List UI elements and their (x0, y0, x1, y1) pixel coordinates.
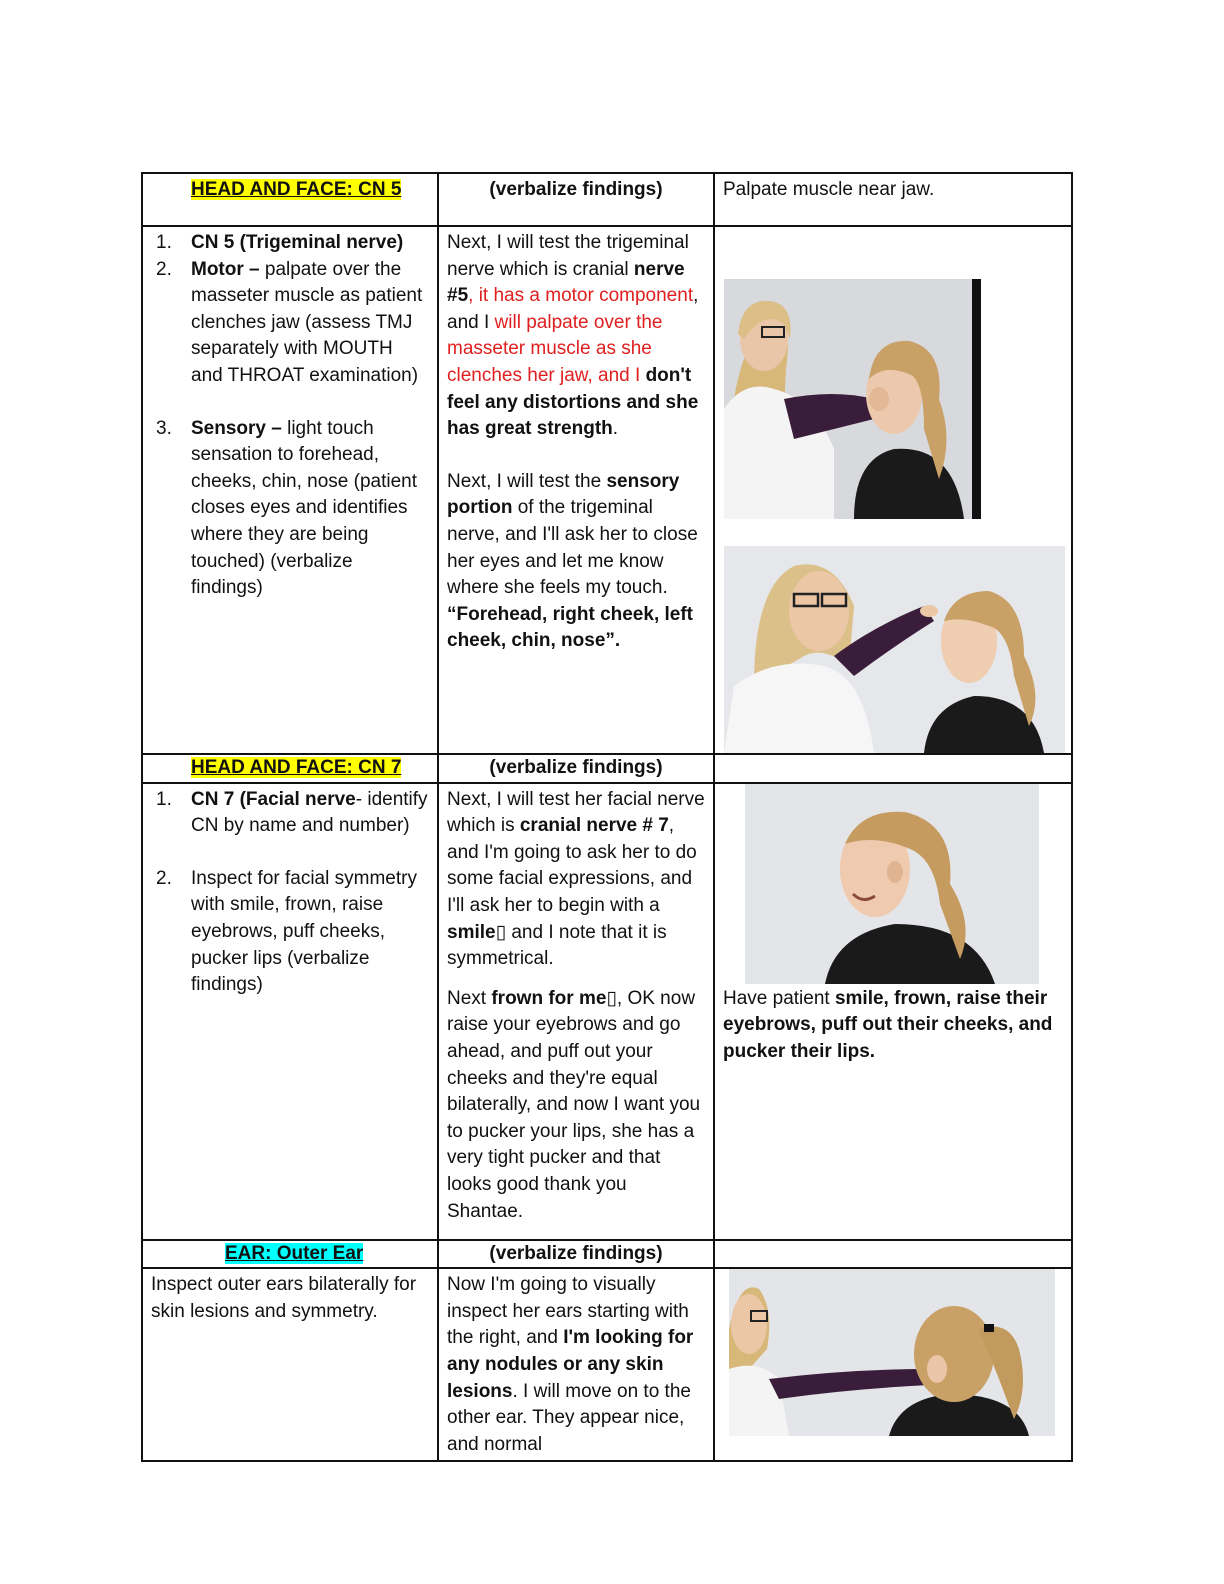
photo-ear-inspection (729, 1269, 1055, 1436)
list-item: 2. Motor – palpate over the masseter muscle as patient clenches jaw (assess TMJ separately with MOUTH and THROAT examination) (156, 258, 423, 386)
ear-body-row: Inspect outer ears bilaterally for skin lesions and symmetry. Now I'm going to visually inspect her ears starting with the right, and I'm looking for any nodules or any skin lesions. I will move on to the other ear. They appear nice, and normal (142, 1268, 1072, 1461)
ear-verbalize-heading: (verbalize findings) (438, 1240, 714, 1269)
cn5-palpate-note: Palpate muscle near jaw. (714, 173, 1072, 226)
ear-header-row (142, 1240, 1072, 1269)
cn5-body-row (142, 226, 1072, 754)
list-item: 2. Inspect for facial symmetry with smile, frown, raise eyebrows, puff cheeks, pucker lips (verbalize findings) (156, 867, 417, 996)
cn7-script-smile: Next, I will test her facial nerve which is cranial nerve # 7, and I'm going to ask her to do some facial expressions, and I'll ask her to begin with a smile▯ and I note that it is symmetrical. (447, 788, 705, 970)
cn7-heading: HEAD AND FACE: CN 7 (191, 757, 402, 778)
cn7-header-row (142, 754, 1072, 783)
cn5-script-motor: Next, I will test the trigeminal nerve which is cranial nerve #5, it has a motor component, and I will palpate over the masseter muscle as she clenches her jaw, and I don't feel any distortions and she has great strength. (447, 232, 699, 440)
cn7-verbalize-heading: (verbalize findings) (438, 754, 714, 783)
exam-table (141, 172, 1073, 1462)
cn5-script-sensory: Next, I will test the sensory portion of the trigeminal nerve, and I'll ask her to close her eyes and let me know where she feels my touch. “Forehead, right cheek, left cheek, chin, nose”. (447, 470, 698, 652)
list-item: 1. CN 7 (Facial nerve- identify CN by name and number) (156, 788, 428, 837)
cn5-heading: HEAD AND FACE: CN 5 (191, 179, 402, 200)
cn7-steps-list (151, 787, 429, 999)
photo-patient-smile (745, 784, 1039, 984)
cn5-verbalize-heading: (verbalize findings) (438, 173, 714, 226)
list-item: 3. Sensory – light touch sensation to forehead, cheeks, chin, nose (patient closes eyes and identifies where they are being touched) (verbalize findings) (156, 417, 418, 599)
missing-glyph: ▯ (606, 987, 617, 1009)
list-item: 1. CN 5 (Trigeminal nerve) (156, 232, 404, 253)
cn5-header-row (142, 173, 1072, 226)
ear-instruction: Inspect outer ears bilaterally for skin lesions and symmetry. (142, 1268, 438, 1461)
cn5-steps-list (151, 230, 429, 602)
ear-heading: EAR: Outer Ear (225, 1242, 364, 1264)
cn7-instruction: Have patient smile, frown, raise their eyebrows, puff out their cheeks, and pucker their lips. (723, 987, 1053, 1062)
cn7-body-row (142, 783, 1072, 1240)
photo-sensory-touch (724, 546, 1065, 753)
missing-glyph: ▯ (495, 921, 507, 943)
cn7-script-frown: Next frown for me▯, OK now raise your eyebrows and go ahead, and puff out your cheeks and they're equal bilaterally, and now I want you to pucker your lips, she has a very tight pucker and that looks good thank you Shantae. (447, 987, 701, 1222)
photo-masseter-palpation (724, 279, 981, 519)
